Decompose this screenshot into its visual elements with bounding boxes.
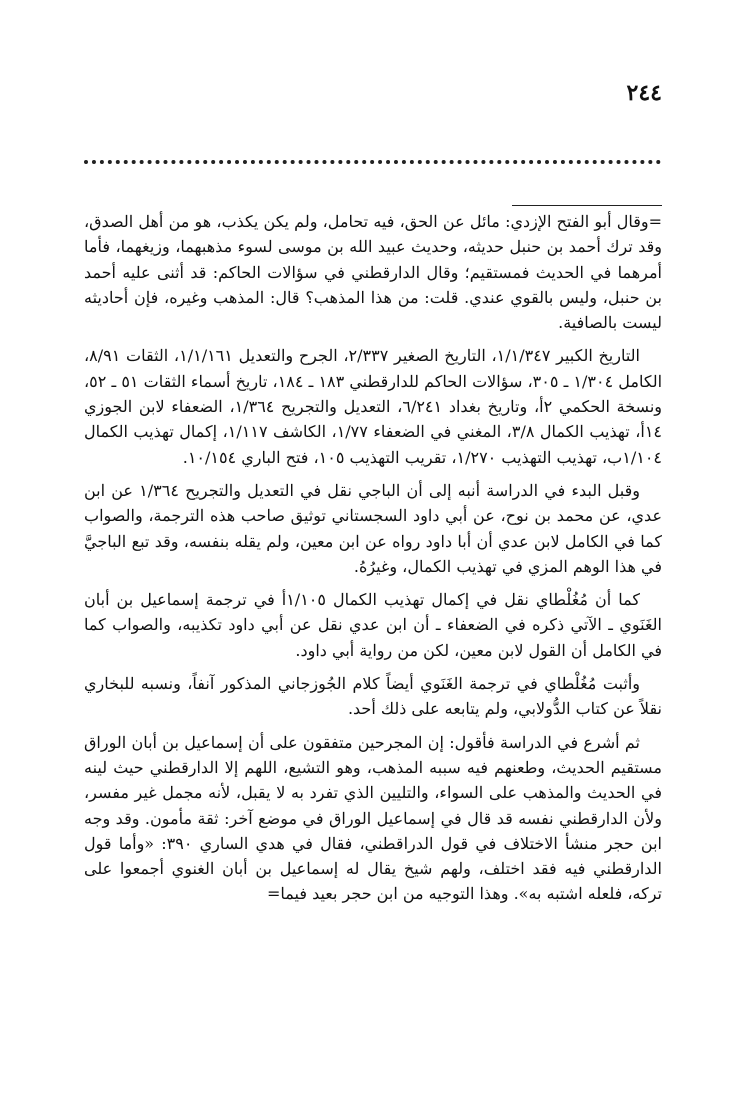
paragraph-azdi-quote: =وقال أبو الفتح الإزدي: مائل عن الحق، فيه تحامل، ولم يكن يكذب، هو من أهل الصدق، وقد ترك أحمد بن حنبل حديثه، وحديث عبيد الله بن موسى لسوء مذهبهما، وزيغهما، فأما أمرهما في الحديث فمستقيم؛ وقال الدارقطني في سؤالات الحاكم: قد أثنى عليه أحمد بن حنبل، وليس بالقوي عندي. قلت: من هذا المذهب؟ قال: المذهب وغيره، فإن أحاديثه ليست بالصافية. [84,212,662,333]
page-number: ٢٤٤ [626,80,662,106]
paragraph-study: ثم أشرع في الدراسة فأقول: إن المجرحين متفقون على أن إسماعيل بن أبان الوراق مستقيم الحديث، وطعنهم فيه سببه المذهب، وهو التشيع، اللهم إلا الدارقطني حيث لينه في الحديث والمذهب على السواء، والتليين الذي تفرد به لا يقبل، لأنه مجمل غير مفسر، ولأن الدارقطني نفسه قد قال في إسماعيل الوراق في موضع آخر: ثقة مأمون. وقد وجه ابن حجر منشأ الاختلاف في قول الدراقطني، فقال في هدي الساري ٣٩٠: «وأما قول الدارقطني فيه فقد اختلف، ولهم شيخ يقال له إسماعيل بن أبان الغنوي أجمعوا على تركه، فلعله اشتبه به». وهذا التوجيه من ابن حجر بعيد فيما= [84,732,662,904]
footnote-separator-line [512,205,662,206]
footnote-text-block [84,209,662,915]
header-dotted-divider [84,160,661,164]
paragraph-baji-note: وقبل البدء في الدراسة أنبه إلى أن الباجي نقل في التعديل والتجريح ١/٣٦٤ عن ابن عدي، عن محمد بن نوح، عن أبي داود السجستاني توثيق صاحب هذه الترجمة، والصواب كما في الكامل لابن عدي أن أبا داود رواه عن ابن معين، ولم يقله بنفسه، وقد تبع الباجيَّ في هذا الوهم المزي في تهذيب الكمال، وغيرُهُ. [84,480,662,576]
paragraph-mughultai-note: كما أن مُغُلْطاي نقل في إكمال تهذيب الكمال ١/١٠٥أ في ترجمة إسماعيل بن أبان الغَنَوي ـ الآتي ذكره في الضعفاء ـ أن ابن عدي نقل عن أبي داود تكذيبه، والصواب كما في الكامل أن القول لابن معين، لكن من رواية أبي داود. [84,590,662,660]
paragraph-jawzajani-note: وأثبت مُغُلْطاي في ترجمة الغَنَوي أيضاً كلام الجُوزجاني المذكور آنفاً، ونسبه للبخاري نقلاً عن كتاب الدُّولابي، ولم يتابعه على ذلك أحد. [84,674,662,719]
paragraph-sources-list: التاريخ الكبير ١/١/٣٤٧، التاريخ الصغير ٢/٣٣٧، الجرح والتعديل ١/١/١٦١، الثقات ٨/٩١، الكامل ١/٣٠٤ ـ ٣٠٥، سؤالات الحاكم للدارقطني ١٨٣ ـ ١٨٤، تاريخ أسماء الثقات ٥١ ـ ٥٢، ونسخة الحكمي ٢أ، وتاريخ بغداد ٦/٢٤١، التعديل والتجريح ١/٣٦٤، الضعفاء لابن الجوزي ١٤أ، تهذيب الكمال ٣/٨، المغني في الضعفاء ١/٧٧، الكاشف ١/١١٧، إكمال تهذيب الكمال ١/١٠٤ب، تهذيب التهذيب ١/٢٧٠، تقريب التهذيب ١٠٥، فتح الباري ١٠/١٥٤. [84,346,663,467]
